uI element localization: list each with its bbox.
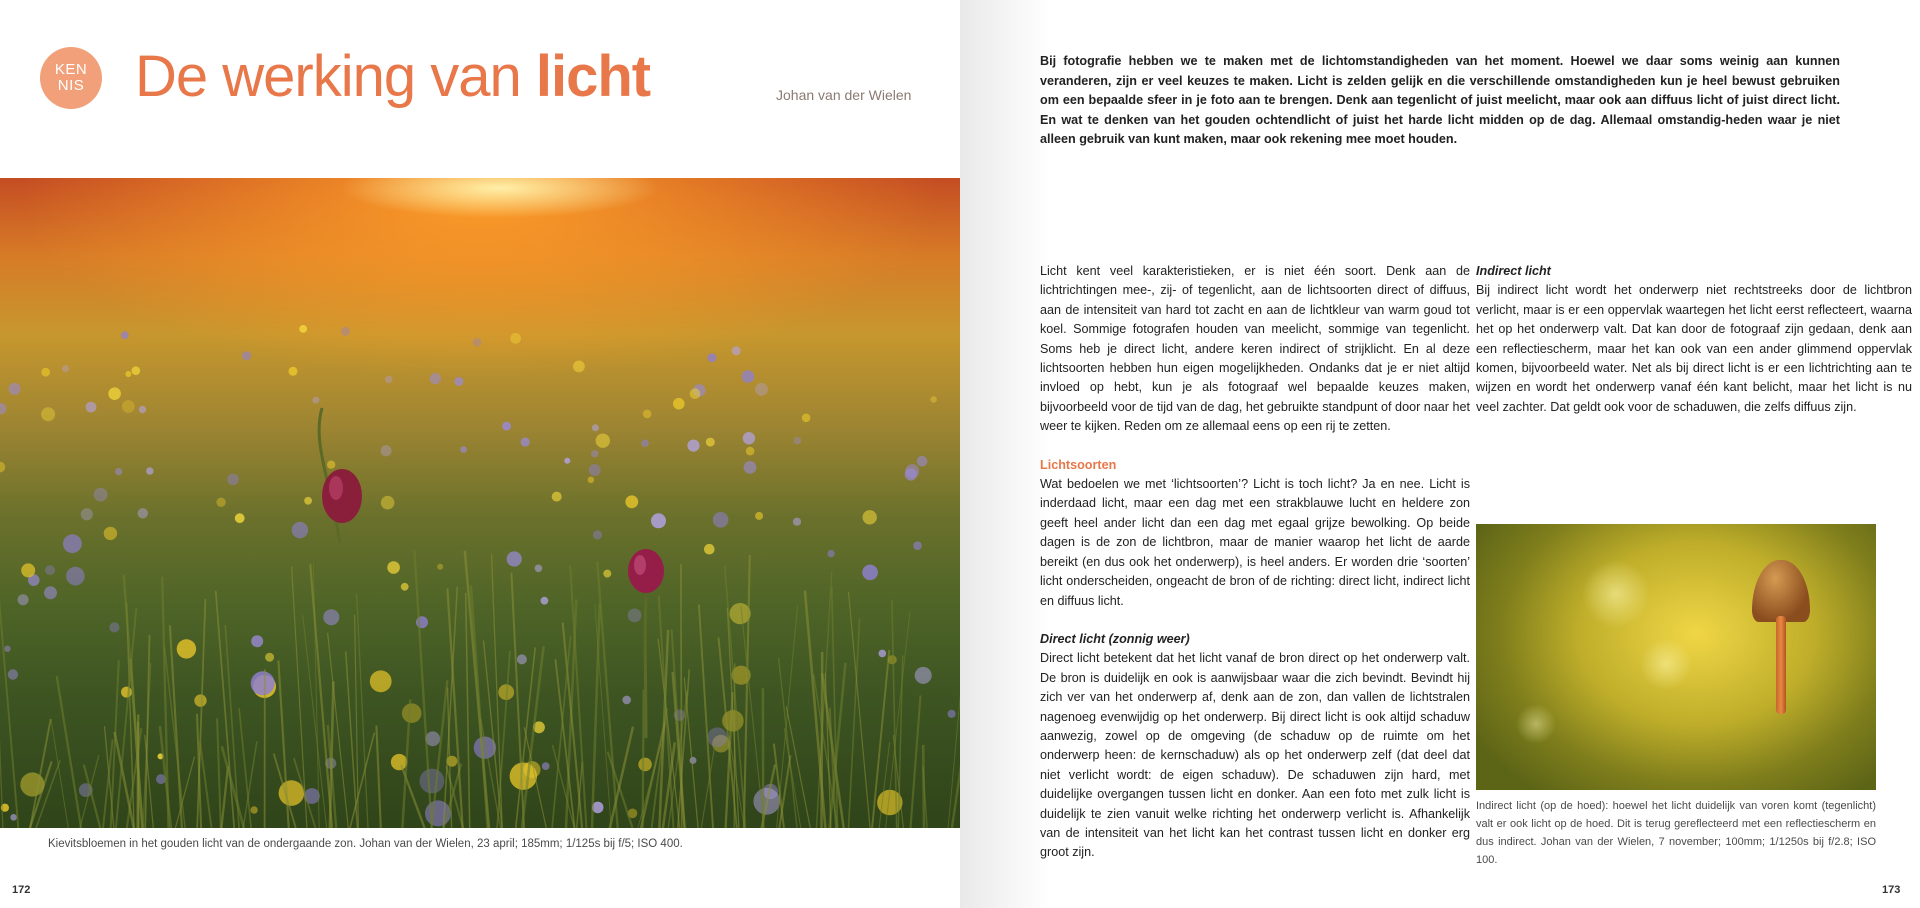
bokeh-flower	[289, 367, 298, 376]
bokeh-flower	[216, 498, 225, 507]
bokeh-flower	[121, 687, 132, 698]
bokeh-flower	[323, 609, 339, 625]
bokeh-flower	[744, 461, 757, 474]
intro-paragraph: Bij fotografie hebben we te maken met de lichtomstandigheden van het moment. Hoewel we daar soms weinig aan kunnen veranderen, zijn er veel keuzes te maken. Licht is zelden gelijk en die verschillende omstandigheden kun je heel bewust gebruiken om een bepaalde sfeer in je foto aan te brengen. Denk aan tegenlicht of juist meelicht, maar ook aan diffuus licht of juist direct licht. En wat te denken van het gouden ochtendlicht of juist het harde licht midden op de dag. Allemaal omstandig-heden waar je niet alleen gebruik van kunt maken, maar ook rekening mee moet houden.	[1040, 54, 1840, 146]
bokeh-flower	[10, 814, 17, 821]
bokeh-flower	[115, 468, 122, 475]
bokeh-flower	[86, 402, 97, 413]
bokeh-flower	[535, 565, 543, 573]
bokeh-flower	[517, 654, 527, 664]
bokeh-flower	[104, 527, 117, 540]
bokeh-flower	[391, 754, 407, 770]
grass-blade	[952, 674, 960, 828]
bokeh-flower	[690, 388, 701, 399]
mushroom-cap	[1752, 560, 1810, 622]
grass-blade	[471, 585, 488, 828]
bokeh-flower	[742, 370, 755, 383]
bokeh-flower	[879, 650, 887, 658]
bokeh-flower	[863, 510, 877, 524]
bokeh-flower	[651, 513, 666, 528]
bokeh-flower	[62, 365, 69, 372]
bokeh-flower	[862, 565, 878, 581]
bokeh-flower	[564, 458, 570, 464]
bokeh-flower	[905, 464, 919, 478]
bokeh-flower	[687, 440, 699, 452]
kennis-badge	[40, 47, 102, 109]
fritillary-meadow-photo	[0, 178, 960, 828]
bokeh-flower	[507, 551, 522, 566]
bokeh-flower	[510, 333, 521, 344]
grass-blade	[684, 678, 698, 829]
bokeh-flower	[713, 512, 729, 528]
subheading-direct-licht: Direct licht (zonnig weer)	[1040, 631, 1190, 646]
badge-line-2: NIS	[57, 77, 85, 94]
bokeh-flower	[304, 497, 312, 505]
bokeh-flower	[370, 670, 392, 692]
bokeh-flower	[292, 522, 308, 538]
bokeh-flower	[146, 467, 153, 474]
grass-blade	[239, 708, 251, 828]
bokeh-flower	[177, 639, 196, 658]
bokeh-flower	[139, 406, 146, 413]
bokeh-flower	[593, 530, 602, 539]
grass-blade	[138, 722, 139, 828]
grass-blade	[911, 696, 921, 829]
bokeh-flower	[915, 667, 932, 684]
bokeh-flower	[460, 446, 467, 453]
col1-paragraph-1: Licht kent veel karakteristieken, er is niet één soort. Denk aan de lichtrichtingen mee-, zij- of tegenlicht, aan de lichtsoorten direct of diffuus, aan de intensiteit van hard tot zacht en aan de lichtkleur van warm goud tot koel. Sommige fotografen houden van meelicht, sommige van tegenlicht. Soms heb je direct licht, andere keren indirect of strijklicht. En al deze lichtsoorten hebben hun eigen mogelijkheden. Ondanks dat je er niet altijd invloed op hebt, kun je als fotograaf wel bepaalde keuzes maken, bijvoorbeeld voor de tijd van de dag, het gebruikte standpunt of door naar het weer te kijken. Reden om ze allemaal eens op een rij te zetten.	[1040, 264, 1470, 434]
grass-blade	[197, 599, 205, 828]
bokeh-flower	[707, 727, 727, 747]
bokeh-flower	[948, 710, 956, 718]
grass-blade	[145, 635, 149, 828]
mushroom-photo	[1476, 524, 1876, 790]
bokeh-flower	[454, 377, 463, 386]
bokeh-flower	[44, 586, 57, 599]
bokeh-flower	[541, 597, 549, 605]
bokeh-flower	[573, 361, 585, 373]
bokeh-flower	[0, 462, 5, 473]
bokeh-flower	[917, 456, 928, 467]
bokeh-flower	[63, 534, 82, 553]
grass-blade	[221, 766, 228, 828]
bokeh-flower	[18, 594, 29, 605]
bokeh-flower	[473, 338, 482, 347]
bokeh-flower	[643, 410, 652, 419]
bokeh-flower	[641, 439, 649, 447]
grass-blade	[779, 755, 790, 828]
text-column-1	[1040, 262, 1470, 882]
bokeh-flower	[327, 461, 335, 469]
bokeh-flower	[251, 635, 263, 647]
bokeh-flower	[387, 561, 400, 574]
bokeh-flower	[121, 331, 129, 339]
text-column-2	[1476, 262, 1912, 436]
bokeh-flower	[381, 445, 392, 456]
bokeh-flower	[341, 327, 350, 336]
grass-blade	[162, 577, 168, 828]
bokeh-flower	[673, 398, 685, 410]
bokeh-flower	[596, 434, 610, 448]
bokeh-flower	[132, 366, 141, 375]
bokeh-flower	[381, 496, 395, 510]
bokeh-flower	[21, 563, 35, 577]
grass-blade	[643, 690, 644, 828]
bokeh-flower	[299, 325, 307, 333]
bokeh-flower	[755, 512, 763, 520]
mushroom-photo-caption: Indirect licht (op de hoed): hoewel het licht duidelijk van voren komt (tegenlicht) valt er ook licht op de hoed. Dit is terug gereflecteerd met een reflectiescherm en dus indirect. Johan van der Wielen, 7 november; 100mm; 1/1250s bij f/2.8; ISO 100.	[1476, 800, 1876, 866]
bokeh-flower	[235, 513, 245, 523]
bokeh-flower	[0, 403, 7, 414]
bokeh-flower	[430, 373, 441, 384]
bokeh-flower	[622, 696, 631, 705]
fritillary-flower-1	[319, 408, 362, 543]
bokeh-flower	[4, 646, 10, 652]
bokeh-flower	[755, 383, 768, 396]
bokeh-flower	[251, 671, 275, 695]
bokeh-flower	[9, 383, 21, 395]
section-heading-lichtsoorten: Lichtsoorten	[1040, 457, 1117, 472]
title-bold: licht	[535, 44, 651, 109]
right-page	[960, 0, 1920, 908]
bokeh-flower	[794, 437, 802, 445]
bokeh-flower	[690, 757, 697, 764]
bokeh-flower	[603, 570, 611, 578]
bokeh-flower	[827, 550, 834, 557]
grass-blade	[0, 663, 3, 829]
bokeh-flower	[8, 669, 18, 679]
bokeh-flower	[707, 353, 716, 362]
bokeh-flower	[930, 396, 937, 403]
bokeh-flower	[402, 703, 422, 723]
bokeh-flower	[250, 806, 257, 813]
bokeh-flower	[401, 583, 409, 591]
bokeh-flower	[108, 387, 121, 400]
bokeh-flower	[793, 518, 801, 526]
bokeh-flower	[704, 544, 715, 555]
bokeh-flower	[385, 376, 393, 384]
bokeh-flower	[194, 694, 206, 706]
bokeh-flower	[265, 653, 274, 662]
bokeh-flower	[552, 492, 562, 502]
grass-blade	[511, 573, 524, 828]
mushroom-stem	[1776, 616, 1786, 714]
grass-blade	[879, 742, 890, 828]
bokeh-flower	[802, 414, 811, 423]
bokeh-flower	[746, 447, 755, 456]
author-name: Johan van der Wielen	[776, 87, 912, 103]
col2-paragraph-1: Bij indirect licht wordt het onderwerp niet rechtstreeks door de lichtbron verlicht, maar is er een oppervlak waartegen het licht eerst reflecteert, waarna het op het onderwerp valt. Dat kan door de fotograaf zijn gedaan, denk aan een reflectiescherm, maar het kan ook van een ander glimmend oppervlak komen, bijvoorbeeld water. Net als bij direct licht is er een lichtrichting aan te wijzen en wordt het onderwerp vanaf één kant belicht, maar het licht is nu veel zachter. Dat geldt ook voor de schaduwen, die zelfs diffuus zijn.	[1476, 283, 1912, 414]
bokeh-flower	[591, 450, 598, 457]
bokeh-flower	[420, 769, 445, 794]
bokeh-flower	[502, 422, 511, 431]
bokeh-flower	[109, 622, 119, 632]
bokeh-flower	[628, 609, 642, 623]
bokeh-flower	[592, 424, 599, 431]
bokeh-flower	[41, 407, 55, 421]
bokeh-flower	[638, 758, 652, 772]
bokeh-flower	[589, 464, 601, 476]
grass-blade	[699, 605, 713, 828]
title-regular: De werking van	[135, 44, 536, 109]
grass-blade	[57, 676, 81, 828]
grass-blade	[597, 561, 618, 828]
grass-layer	[0, 549, 960, 828]
bokeh-flower	[732, 346, 741, 355]
bokeh-flower	[45, 565, 55, 575]
bokeh-flower	[81, 508, 93, 520]
bokeh-flower	[41, 368, 50, 377]
bokeh-flower	[913, 541, 922, 550]
bokeh-flower	[625, 495, 638, 508]
grass-blade	[466, 593, 470, 828]
grass-blade	[592, 603, 600, 828]
bokeh-flower	[437, 564, 443, 570]
bokeh-flower	[542, 762, 550, 770]
bokeh-flower	[94, 488, 108, 502]
bokeh-flower	[588, 477, 595, 484]
bokeh-flower	[125, 371, 131, 377]
main-photo-caption: Kievitsbloemen in het gouden licht van de ondergaande zon. Johan van der Wielen, 23 april; 185mm; 1/125s bij f/5; ISO 400.	[48, 838, 683, 850]
meadow-flowers-illustration	[0, 178, 960, 828]
page-number-left: 172	[12, 884, 31, 896]
grass-blade	[376, 726, 380, 829]
bokeh-flower	[706, 438, 715, 447]
grass-blade	[0, 549, 18, 828]
subheading-indirect-licht: Indirect licht	[1476, 264, 1551, 278]
grass-blade	[200, 742, 212, 828]
bokeh-flower	[521, 437, 530, 446]
grass-blade	[217, 718, 221, 828]
grass-blade	[744, 555, 750, 828]
bokeh-flower	[242, 351, 251, 360]
col1-paragraph-2: Wat bedoelen we met ‘lichtsoorten’? Licht is toch licht? Ja en nee. Licht is inderdaad licht, maar een dag met een strakblauwe lucht en heldere zon geeft heel ander licht dan een dag met egaal grijze bewolking. Op beide dagen is de zon de lichtbron, maar de manier waarop het licht de aarde bereikt (en dus ook het onderwerp), is heel anders. Er worden drie ‘soorten’ licht onderscheiden, ongeacht de bron of de richting: direct licht, indirect licht en diffuus licht.	[1040, 477, 1470, 608]
col1-paragraph-3: Direct licht betekent dat het licht vanaf de bron direct op het onderwerp valt. De bron is duidelijk en ook is aanwijsbaar waar die zich bevindt. Bevindt hij zich ver van het onderwerp af, denk aan de zon, dan vallen de lichtstralen nagenoeg evenwijdig op het onderwerp. Bij direct licht is ook altijd schaduw aanwezig, zowel op de omgeving (de schaduw op de ruimte om het onderwerp heen: de kernschaduw) als op het onderwerp zelf (dat deel dat niet verlicht wordt: de eigen schaduw). De schaduwen zijn hard, met duidelijke overgangen tussen licht en donker. Aan een foto met zulk licht is duidelijk te zien vanuit welke richting het onderwerp verlicht is. Afhankelijk van de intensiteit van het licht kan het contrast tussen licht en donker erg groot zijn.	[1040, 651, 1470, 860]
bokeh-flower	[122, 400, 135, 413]
article-title	[135, 42, 650, 112]
badge-line-1: KEN	[54, 61, 88, 78]
bokeh-layer	[0, 325, 956, 826]
bokeh-flower	[743, 432, 755, 444]
bokeh-flower	[138, 508, 148, 518]
grass-blade	[923, 745, 924, 828]
bokeh-flower	[312, 397, 319, 404]
bokeh-flower	[227, 474, 239, 486]
bokeh-flower	[66, 567, 85, 586]
page-number-right: 173	[1882, 884, 1901, 896]
